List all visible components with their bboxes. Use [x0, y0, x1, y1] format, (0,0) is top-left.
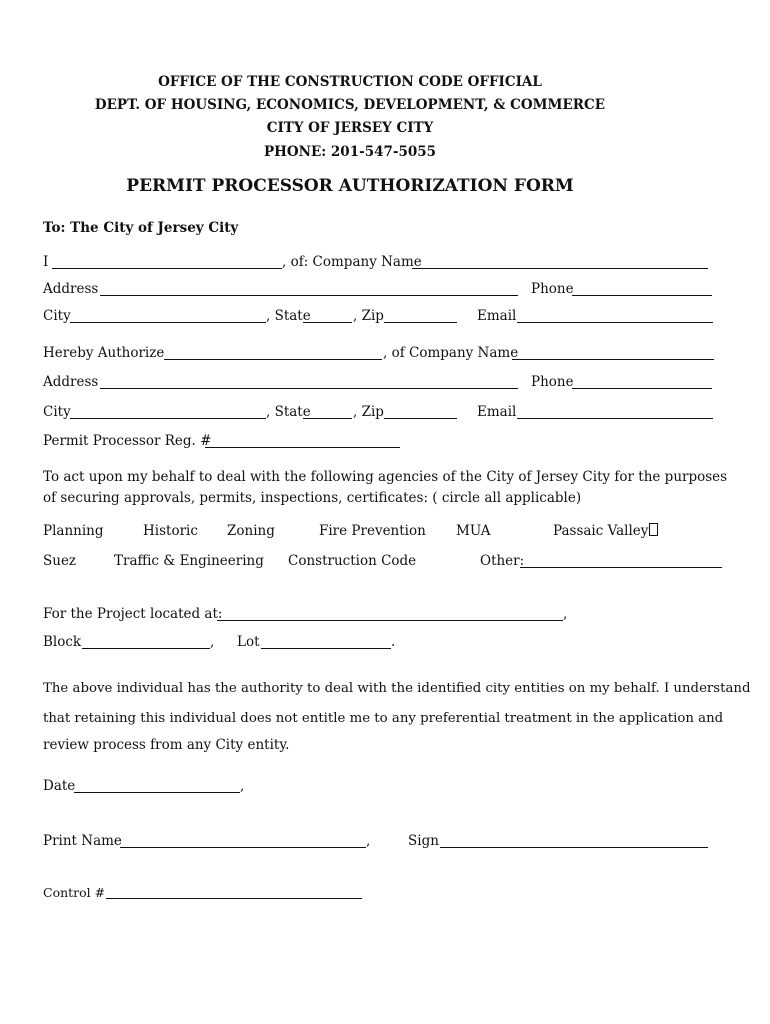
processor-name-field[interactable] — [164, 359, 382, 360]
state-label: , State — [266, 308, 311, 324]
block-label: Block — [43, 634, 82, 650]
project-location-comma: , — [563, 606, 568, 622]
processor-state-label: , State — [266, 404, 311, 420]
header-dept: DEPT. OF HOUSING, ECONOMICS, DEVELOPMENT, & COMMERCE — [94, 97, 606, 113]
lot-label: Lot — [237, 634, 260, 650]
missing-glyph-icon — [649, 523, 658, 536]
control-label: Control # — [43, 885, 106, 900]
processor-company-label: , of Company Name — [383, 345, 519, 361]
project-location-label: For the Project located at: — [43, 606, 223, 622]
applicant-phone-field[interactable] — [572, 295, 712, 296]
applicant-email-field[interactable] — [517, 322, 713, 323]
date-label: Date — [43, 778, 76, 794]
processor-email-field[interactable] — [517, 418, 713, 419]
date-comma: , — [240, 778, 245, 794]
lot-field[interactable] — [261, 648, 391, 649]
agency-historic[interactable]: Historic — [143, 523, 198, 539]
block-field[interactable] — [82, 648, 210, 649]
control-number-field[interactable] — [106, 898, 362, 899]
address-label: Address — [43, 281, 99, 297]
print-name-label: Print Name — [43, 833, 122, 849]
agency-zoning[interactable]: Zoning — [227, 523, 275, 539]
print-name-field[interactable] — [120, 847, 366, 848]
signature-field[interactable] — [440, 847, 708, 848]
processor-phone-label: Phone — [531, 374, 574, 390]
zip-label: , Zip — [353, 308, 384, 324]
block-comma: , — [210, 634, 215, 650]
applicant-city-field[interactable] — [70, 322, 266, 323]
agency-fire-prevention[interactable]: Fire Prevention — [319, 523, 426, 539]
purpose-line-1: To act upon my behalf to deal with the following agencies of the City of Jersey City for the purposes — [43, 469, 728, 485]
agency-construction-code[interactable]: Construction Code — [288, 553, 417, 569]
city-label: City — [43, 308, 71, 324]
processor-city-field[interactable] — [70, 418, 266, 419]
applicant-state-field[interactable] — [303, 322, 352, 323]
processor-email-label: Email — [477, 404, 517, 420]
permit-reg-label: Permit Processor Reg. # — [43, 433, 212, 449]
processor-zip-field[interactable] — [384, 418, 457, 419]
email-label: Email — [477, 308, 517, 324]
hereby-authorize-label: Hereby Authorize — [43, 345, 165, 361]
sign-label: Sign — [408, 833, 439, 849]
processor-phone-field[interactable] — [572, 388, 712, 389]
purpose-line-2: of securing approvals, permits, inspections, certificates: ( circle all applicable) — [43, 490, 582, 506]
to-line: To: The City of Jersey City — [43, 220, 239, 236]
statement-line-1: The above individual has the authority to deal with the identified city entities on my behalf. I understand — [43, 681, 751, 696]
applicant-zip-field[interactable] — [384, 322, 457, 323]
print-name-comma: , — [366, 833, 371, 849]
applicant-company-field[interactable] — [412, 268, 708, 269]
statement-line-3: review process from any City entity. — [43, 737, 290, 753]
processor-address-label: Address — [43, 374, 99, 390]
of-company-label: , of: Company Name — [282, 254, 422, 270]
phone-label: Phone — [531, 281, 574, 297]
processor-address-field[interactable] — [100, 388, 518, 389]
agency-other[interactable]: Other: — [480, 553, 525, 569]
form-title: PERMIT PROCESSOR AUTHORIZATION FORM — [126, 176, 574, 196]
processor-company-field[interactable] — [512, 359, 714, 360]
header-city: CITY OF JERSEY CITY — [266, 120, 434, 136]
lot-period: . — [391, 634, 396, 650]
project-location-field[interactable] — [217, 620, 563, 621]
agency-suez[interactable]: Suez — [43, 553, 77, 569]
date-field[interactable] — [74, 792, 240, 793]
other-agency-field[interactable] — [520, 567, 722, 568]
agency-planning[interactable]: Planning — [43, 523, 104, 539]
statement-line-2: that retaining this individual does not entitle me to any preferential treatment in the application and — [43, 711, 724, 726]
processor-city-label: City — [43, 404, 71, 420]
header-phone: PHONE: 201-547-5055 — [263, 144, 437, 160]
applicant-name-field[interactable] — [52, 268, 282, 269]
agency-passaic-valley[interactable] — [553, 523, 658, 539]
processor-zip-label: , Zip — [353, 404, 384, 420]
permit-reg-field[interactable] — [205, 447, 400, 448]
header-office: OFFICE OF THE CONSTRUCTION CODE OFFICIAL — [158, 74, 542, 90]
i-label: I — [43, 254, 49, 270]
passaic-valley-label: Passaic Valley — [553, 523, 649, 539]
applicant-address-field[interactable] — [100, 295, 518, 296]
agency-mua[interactable]: MUA — [456, 523, 491, 539]
processor-state-field[interactable] — [303, 418, 352, 419]
agency-traffic-engineering[interactable]: Traffic & Engineering — [114, 553, 264, 569]
